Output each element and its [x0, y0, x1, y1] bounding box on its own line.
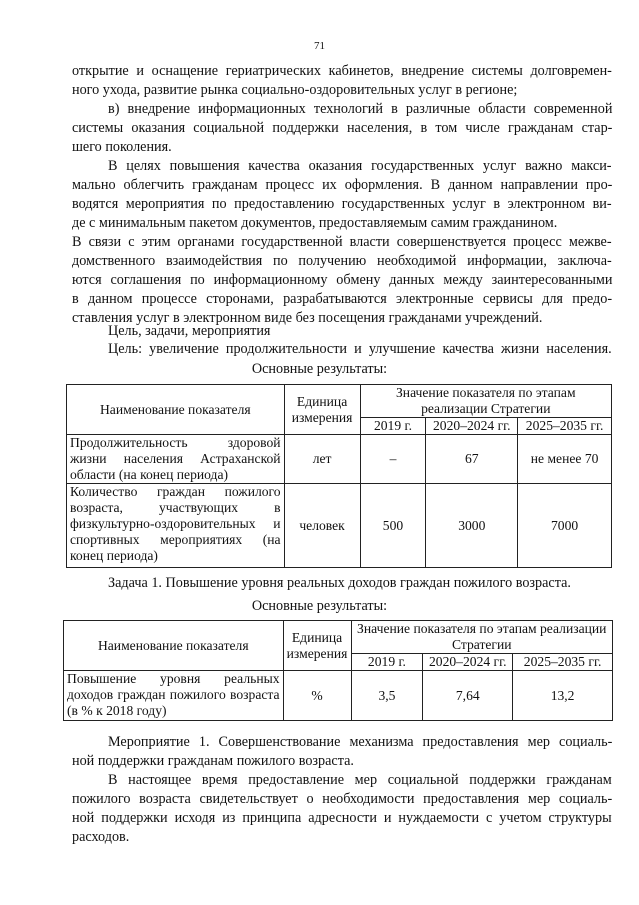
header-year: 2025–2035 гг.	[518, 418, 612, 435]
indicator-value: –	[360, 435, 426, 484]
indicator-unit: человек	[284, 484, 360, 568]
indicator-value: не менее 70	[518, 435, 612, 484]
page-number: 71	[314, 40, 325, 52]
header-value: Значение показателя по этапам реализации Стратегии	[360, 385, 611, 418]
indicator-unit: лет	[284, 435, 360, 484]
task-heading: Задача 1. Повышение уровня реальных доходов граждан пожилого возраста.	[108, 575, 571, 591]
paragraph-line: ются соглашения по информационному обмену данных между заинтересованными	[72, 272, 613, 288]
header-year: 2025–2035 гг.	[513, 654, 613, 671]
table-row	[67, 435, 612, 484]
indicator-name: Продолжительность здоровой жизни населения Астраханской области (на конец периода)	[67, 435, 285, 484]
paragraph-line: системы оказания социальной поддержки населения, в том числе гражданам стар-	[72, 120, 613, 136]
indicator-value: 3,5	[351, 671, 423, 721]
paragraph-line: мально облегчить гражданам процесс их оформления. В данном направлении про-	[72, 177, 613, 193]
paragraph-line: Мероприятие 1. Совершенствование механизма предоставления мер социаль-	[108, 734, 613, 750]
header-indicator-name: Наименование показателя	[67, 385, 285, 435]
indicator-name: Количество граждан пожилого возраста, участвующих в физкультурно-оздоровительных и спортивных мероприятиях (на конец периода)	[67, 484, 285, 568]
indicator-value: 13,2	[513, 671, 613, 721]
indicator-value: 500	[360, 484, 426, 568]
header-year: 2019 г.	[351, 654, 423, 671]
results-table-2	[63, 620, 613, 721]
indicator-value: 67	[426, 435, 518, 484]
paragraph-line: в данном процессе сторонами, разрабатываются электронные сервисы для предо-	[72, 291, 613, 307]
table-row	[67, 484, 612, 568]
paragraph-line: ной поддержки гражданам пожилого возраста.	[72, 753, 354, 769]
paragraph-line: открытие и оснащение гериатрических кабинетов, внедрение системы долговремен-	[72, 63, 612, 79]
paragraph-line: ной поддержки исходя из принципа адресности и нуждаемости с учетом структуры	[72, 810, 612, 826]
paragraph-line: де с минимальным пакетом документов, предоставляемым самим гражданином.	[72, 215, 558, 231]
results-table-1	[66, 384, 612, 568]
paragraph-line: ставления услуг в электронном виде без посещения гражданами учреждений.	[72, 310, 543, 326]
paragraph-line: В связи с этим органами государственной власти совершенствуется процесс межве-	[72, 234, 612, 250]
paragraph-line: В настоящее время предоставление мер социальной поддержки гражданам	[108, 772, 612, 788]
header-unit: Единица измерения	[283, 621, 351, 671]
header-year: 2020–2024 гг.	[423, 654, 513, 671]
header-year: 2019 г.	[360, 418, 426, 435]
paragraph-line: водятся мероприятия по предоставлению государственных услуг в электронном ви-	[72, 196, 612, 212]
paragraph-line: шего поколения.	[72, 139, 172, 155]
indicator-unit: %	[283, 671, 351, 721]
header-unit: Единица измерения	[284, 385, 360, 435]
results-label: Основные результаты:	[251, 361, 388, 377]
results-label: Основные результаты:	[251, 598, 388, 614]
indicator-value: 3000	[426, 484, 518, 568]
indicator-value: 7000	[518, 484, 612, 568]
paragraph-line: ного ухода, развитие рынка социально-оздоровительных услуг в регионе;	[72, 82, 518, 98]
goal-text: Цель: увеличение продолжительности и улучшение качества жизни населения.	[108, 341, 612, 357]
paragraph-line: пожилого возраста свидетельствует о необходимости предоставления мер социаль-	[72, 791, 613, 807]
header-value: Значение показателя по этапам реализации Стратегии	[351, 621, 612, 654]
table-row	[64, 671, 613, 721]
indicator-name: Повышение уровня реальных доходов граждан пожилого возраста (в % к 2018 году)	[64, 671, 284, 721]
paragraph-line: в) внедрение информационных технологий в различные области современной	[108, 101, 613, 117]
paragraph-line: расходов.	[72, 829, 130, 845]
header-indicator-name: Наименование показателя	[64, 621, 284, 671]
paragraph-line: домственного взаимодействия по получению необходимой информации, заключа-	[72, 253, 612, 269]
header-year: 2020–2024 гг.	[426, 418, 518, 435]
goal-heading: Цель, задачи, мероприятия	[108, 323, 271, 339]
paragraph-line: В целях повышения качества оказания государственных услуг важно макси-	[108, 158, 612, 174]
indicator-value: 7,64	[423, 671, 513, 721]
